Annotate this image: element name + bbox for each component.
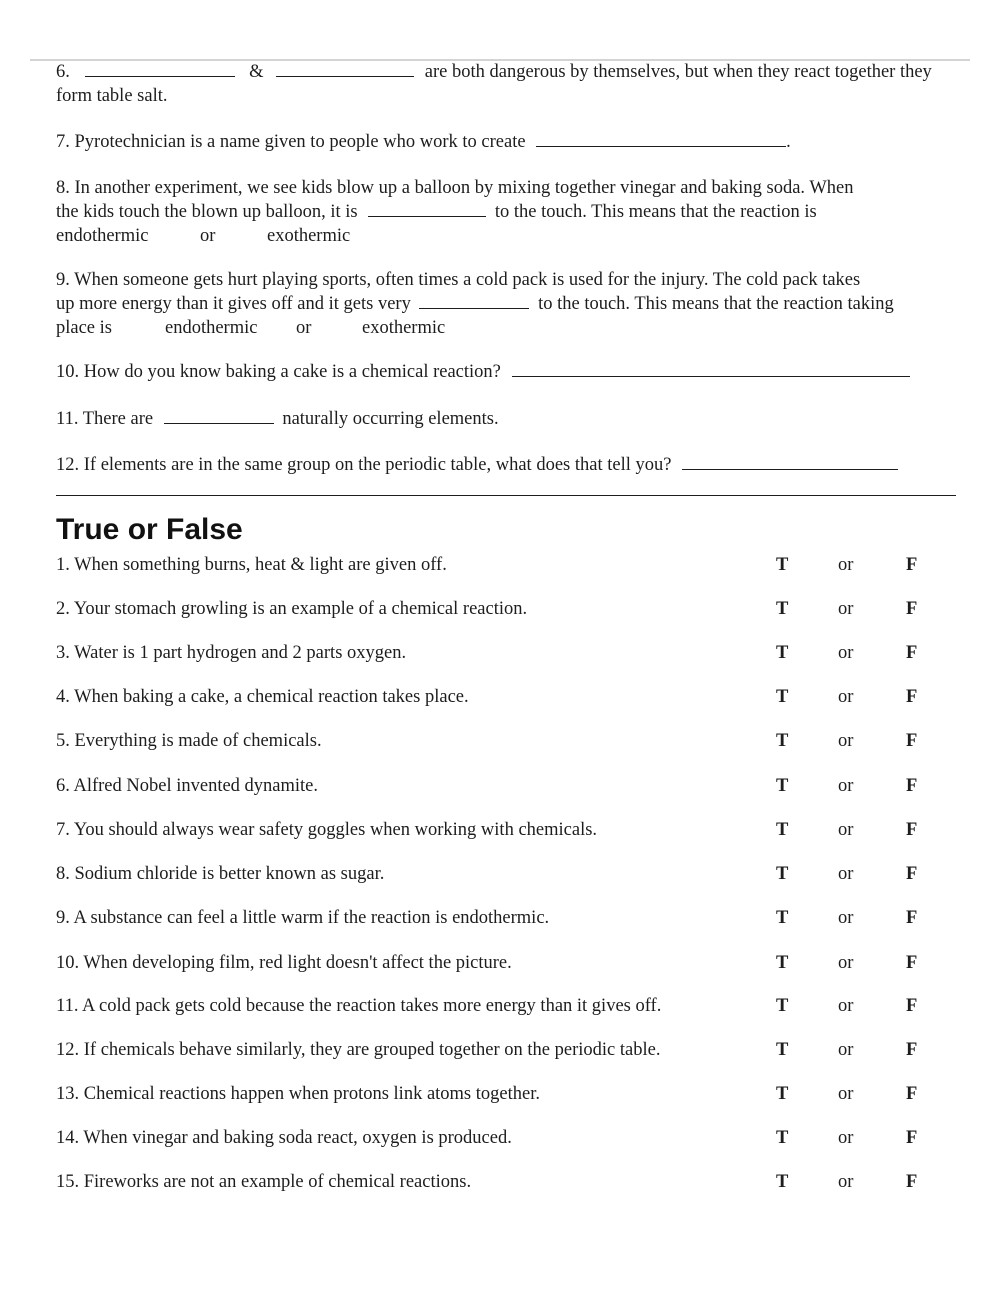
true-option[interactable]: T	[776, 643, 789, 663]
tf-statement: 3. Water is 1 part hydrogen and 2 parts oxygen.	[56, 643, 407, 663]
question-7-period: .	[786, 132, 791, 152]
tf-item-10	[56, 951, 936, 975]
true-option[interactable]: T	[776, 864, 789, 884]
true-option[interactable]: T	[776, 731, 789, 751]
or-label: or	[838, 1084, 854, 1104]
false-option[interactable]: F	[906, 1128, 918, 1148]
tf-item-5	[56, 729, 936, 753]
or-label: or	[838, 864, 854, 884]
question-10-blank[interactable]	[512, 360, 910, 377]
true-option[interactable]: T	[776, 687, 789, 707]
tf-statement: 6. Alfred Nobel invented dynamite.	[56, 776, 319, 796]
question-9-line-3: place is	[56, 318, 112, 338]
question-6-blank-2[interactable]	[276, 60, 414, 77]
question-9-text-b: to the touch. This means that the reaction taking	[538, 294, 894, 314]
question-7	[56, 130, 791, 154]
false-option[interactable]: F	[906, 908, 918, 928]
question-8-text-b: to the touch. This means that the reaction is	[494, 202, 817, 222]
question-12-answer-line[interactable]	[56, 495, 956, 496]
false-option[interactable]: F	[906, 1084, 918, 1104]
question-12	[56, 453, 898, 477]
tf-item-15	[56, 1170, 936, 1194]
true-option[interactable]: T	[776, 776, 789, 796]
question-6-number: 6.	[56, 62, 70, 82]
false-option[interactable]: F	[906, 996, 918, 1016]
or-label: or	[838, 1040, 854, 1060]
tf-item-6	[56, 774, 936, 798]
false-option[interactable]: F	[906, 820, 918, 840]
false-option[interactable]: F	[906, 731, 918, 751]
tf-item-4	[56, 685, 936, 709]
question-9-blank[interactable]	[419, 292, 529, 309]
tf-item-14	[56, 1126, 936, 1150]
question-6-text: are both dangerous by themselves, but when they react together they	[424, 62, 932, 82]
question-9-text-a: up more energy than it gives off and it gets very	[56, 294, 411, 314]
question-12-blank[interactable]	[682, 453, 898, 470]
tf-item-12	[56, 1038, 936, 1062]
question-8-or: or	[200, 226, 216, 246]
tf-item-9	[56, 906, 936, 930]
or-label: or	[838, 953, 854, 973]
false-option[interactable]: F	[906, 555, 918, 575]
false-option[interactable]: F	[906, 1172, 918, 1192]
page-top-margin	[0, 0, 1000, 58]
or-label: or	[838, 555, 854, 575]
true-option[interactable]: T	[776, 996, 789, 1016]
tf-item-11	[56, 994, 936, 1018]
true-option[interactable]: T	[776, 555, 789, 575]
tf-statement: 13. Chemical reactions happen when protons link atoms together.	[56, 1084, 540, 1104]
question-6-ampersand: &	[249, 62, 264, 82]
question-11-text-a: 11. There are	[56, 409, 154, 429]
tf-statement: 12. If chemicals behave similarly, they are grouped together on the periodic table.	[56, 1040, 661, 1060]
true-option[interactable]: T	[776, 908, 789, 928]
true-option[interactable]: T	[776, 599, 789, 619]
question-6-line-2: form table salt.	[56, 86, 168, 106]
question-8-option-exothermic[interactable]: exothermic	[267, 226, 351, 246]
or-label: or	[838, 776, 854, 796]
tf-statement: 2. Your stomach growling is an example of a chemical reaction.	[56, 599, 528, 619]
tf-statement: 11. A cold pack gets cold because the reaction takes more energy than it gives off.	[56, 996, 662, 1016]
false-option[interactable]: F	[906, 776, 918, 796]
tf-statement: 15. Fireworks are not an example of chemical reactions.	[56, 1172, 472, 1192]
false-option[interactable]: F	[906, 864, 918, 884]
false-option[interactable]: F	[906, 1040, 918, 1060]
tf-statement: 14. When vinegar and baking soda react, oxygen is produced.	[56, 1128, 512, 1148]
question-8-line-1: 8. In another experiment, we see kids blow up a balloon by mixing together vinegar and baking soda. When	[56, 178, 854, 198]
question-10-text: 10. How do you know baking a cake is a chemical reaction?	[56, 362, 501, 382]
true-option[interactable]: T	[776, 1172, 789, 1192]
tf-item-13	[56, 1082, 936, 1106]
true-option[interactable]: T	[776, 1084, 789, 1104]
or-label: or	[838, 908, 854, 928]
tf-statement: 9. A substance can feel a little warm if the reaction is endothermic.	[56, 908, 550, 928]
question-9-line-1: 9. When someone gets hurt playing sports, often times a cold pack is used for the injury. The cold pack takes	[56, 270, 861, 290]
question-8-text-a: the kids touch the blown up balloon, it is	[56, 202, 358, 222]
question-10	[56, 360, 910, 384]
question-8-blank[interactable]	[368, 200, 486, 217]
or-label: or	[838, 731, 854, 751]
tf-statement: 5. Everything is made of chemicals.	[56, 731, 322, 751]
or-label: or	[838, 996, 854, 1016]
question-8-option-endothermic[interactable]: endothermic	[56, 226, 149, 246]
tf-item-7	[56, 818, 936, 842]
false-option[interactable]: F	[906, 953, 918, 973]
true-option[interactable]: T	[776, 820, 789, 840]
tf-item-2	[56, 597, 936, 621]
section-heading-true-or-false: True or False	[56, 513, 243, 546]
question-8-line-2	[56, 200, 817, 224]
question-9-or: or	[296, 318, 312, 338]
question-9-option-exothermic[interactable]: exothermic	[362, 318, 446, 338]
or-label: or	[838, 599, 854, 619]
tf-statement: 1. When something burns, heat & light are given off.	[56, 555, 447, 575]
false-option[interactable]: F	[906, 599, 918, 619]
tf-item-1	[56, 553, 936, 577]
question-7-blank[interactable]	[536, 130, 786, 147]
false-option[interactable]: F	[906, 643, 918, 663]
question-11	[56, 407, 499, 431]
question-9-line-2	[56, 292, 894, 316]
question-9-option-endothermic[interactable]: endothermic	[165, 318, 258, 338]
true-option[interactable]: T	[776, 1040, 789, 1060]
question-11-blank[interactable]	[164, 407, 274, 424]
question-6-blank-1[interactable]	[85, 60, 235, 77]
or-label: or	[838, 1128, 854, 1148]
tf-statement: 10. When developing film, red light doesn't affect the picture.	[56, 953, 512, 973]
true-option[interactable]: T	[776, 953, 789, 973]
or-label: or	[838, 643, 854, 663]
or-label: or	[838, 687, 854, 707]
question-11-text-b: naturally occurring elements.	[282, 409, 499, 429]
or-label: or	[838, 1172, 854, 1192]
or-label: or	[838, 820, 854, 840]
true-option[interactable]: T	[776, 1128, 789, 1148]
false-option[interactable]: F	[906, 687, 918, 707]
question-7-text: 7. Pyrotechnician is a name given to people who work to create	[56, 132, 526, 152]
tf-statement: 4. When baking a cake, a chemical reaction takes place.	[56, 687, 469, 707]
tf-statement: 8. Sodium chloride is better known as sugar.	[56, 864, 385, 884]
tf-item-8	[56, 862, 936, 886]
question-12-text: 12. If elements are in the same group on the periodic table, what does that tell you?	[56, 455, 672, 475]
tf-statement: 7. You should always wear safety goggles when working with chemicals.	[56, 820, 598, 840]
tf-item-3	[56, 641, 936, 665]
question-6-line-1	[56, 60, 932, 84]
